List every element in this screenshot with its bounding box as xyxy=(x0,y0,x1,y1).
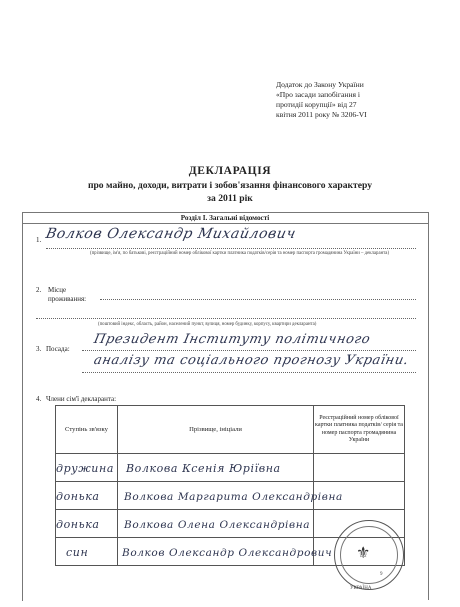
family-row xyxy=(56,482,405,510)
family-degree: дружина xyxy=(56,461,114,475)
family-degree-cell xyxy=(56,482,118,510)
field-3-line-a xyxy=(82,350,416,351)
document-year: за 2011 рік xyxy=(207,193,253,204)
header-degree: Ступінь зв'язку xyxy=(56,406,118,454)
field-4-label: Члени сім'ї декларанта: xyxy=(46,395,117,403)
field-3-number: 3. xyxy=(36,345,42,353)
family-name-cell xyxy=(118,510,314,538)
appendix-note xyxy=(276,80,436,120)
field-2-hint: (поштовий індекс, область, район, населений пункт, вулиця, номер будинку, корпусу, квартири декларанта) xyxy=(98,322,317,327)
family-degree-cell xyxy=(56,454,118,482)
family-degree: син xyxy=(66,545,89,559)
field-2-number: 2. xyxy=(36,286,42,294)
family-degree: донька xyxy=(56,517,100,531)
position-line-2: аналізу та соціального прогнозу України. xyxy=(92,353,411,368)
field-3-line-b xyxy=(82,372,416,373)
appendix-line: протидії корупції» від 27 xyxy=(276,100,357,109)
family-name: Волкова Олена Олександрівна xyxy=(124,518,311,531)
section-divider xyxy=(22,223,428,224)
family-table-header xyxy=(56,406,405,454)
field-3-label: Посада: xyxy=(46,345,70,353)
document-subtitle: про майно, доходи, витрати і зобов'язання фінансового характеру xyxy=(87,180,373,191)
declarant-name: Волков Олександр Михайлович xyxy=(44,226,298,242)
document-title: ДЕКЛАРАЦІЯ xyxy=(188,165,272,177)
field-1-line xyxy=(46,248,416,249)
section-title: Розділ І. Загальні відомості xyxy=(180,214,270,222)
family-degree-cell xyxy=(56,538,118,566)
field-2-line-a xyxy=(100,299,416,300)
field-2-label-line: Місце xyxy=(48,286,67,294)
position-line-1: Президент Інституту політичного xyxy=(92,332,372,347)
stamp-number: 9 xyxy=(380,572,383,577)
appendix-line: Додаток до Закону України xyxy=(276,80,364,89)
trident-seal-icon: ⚜ xyxy=(356,545,371,562)
field-1-number: 1. xyxy=(36,236,42,244)
family-name: Волкова Маргарита Олександрівна xyxy=(124,490,343,503)
appendix-line: «Про засади запобігання і xyxy=(276,90,361,99)
family-name-cell xyxy=(118,454,314,482)
family-name: Волков Олександр Олександрович xyxy=(122,546,333,559)
header-name: Прізвище, ініціали xyxy=(118,406,314,454)
family-row xyxy=(56,454,405,482)
field-4-number: 4. xyxy=(36,395,42,403)
field-2-label-line: проживання: xyxy=(48,295,87,303)
family-name-cell xyxy=(118,482,343,510)
appendix-line: квітня 2011 року № 3206-VI xyxy=(276,110,367,119)
field-1-hint: (прізвище, ім'я, по батькові, реєстраційний номер облікової картки платника податків/серія та номер паспорта громадянина України – декларанта) xyxy=(90,251,390,256)
section-frame-right xyxy=(428,212,429,600)
field-2-label xyxy=(48,286,86,304)
family-degree-cell xyxy=(56,510,118,538)
family-degree: донька xyxy=(56,489,100,503)
field-2-line-b xyxy=(36,318,416,319)
stamp-text: УКРАЇНА xyxy=(350,586,372,591)
family-name-cell xyxy=(118,538,333,566)
header-reg-number: Реєстраційний номер облікової картки платника податків/ серія та номер паспорта громадянина України xyxy=(314,406,405,454)
family-reg-cell xyxy=(314,454,405,482)
family-name: Волкова Ксенія Юріївна xyxy=(126,461,281,475)
